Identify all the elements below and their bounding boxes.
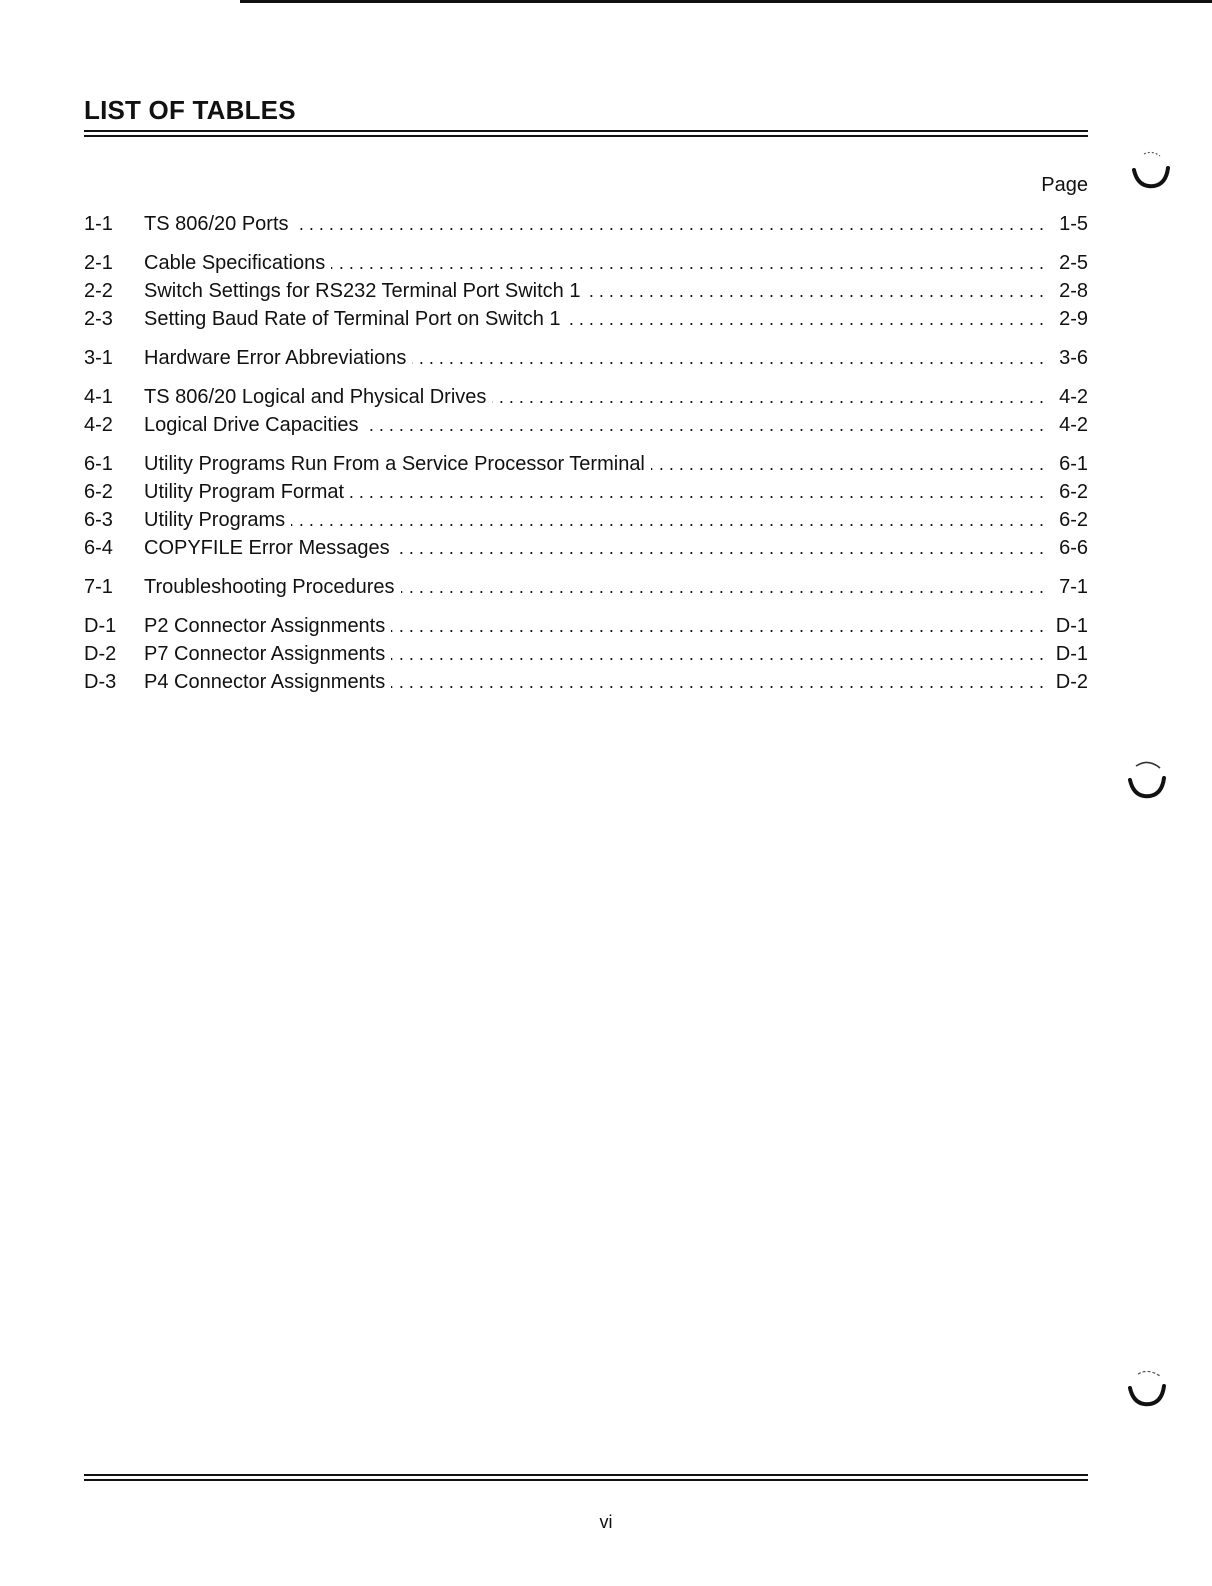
list-of-tables xyxy=(84,210,1088,696)
toc-row[interactable] xyxy=(84,210,1088,238)
table-page-number: 1-5 xyxy=(1059,213,1088,235)
table-title: COPYFILE Error Messages xyxy=(144,537,390,559)
table-title: Utility Programs Run From a Service Processor Terminal xyxy=(144,453,645,475)
table-page-number: 4-2 xyxy=(1059,414,1088,436)
dot-leader xyxy=(567,305,1044,333)
toc-row[interactable] xyxy=(84,573,1088,601)
table-number: 6-1 xyxy=(84,453,113,475)
table-page-number: 6-1 xyxy=(1059,453,1088,475)
table-number: 2-2 xyxy=(84,280,113,302)
dot-leader xyxy=(350,478,1044,506)
table-title: P4 Connector Assignments xyxy=(144,671,386,693)
dot-leader xyxy=(651,450,1044,478)
page-title: LIST OF TABLES xyxy=(84,95,296,125)
table-number: D-1 xyxy=(84,615,117,637)
top-edge-rule xyxy=(240,0,1212,3)
table-page-number: 6-2 xyxy=(1059,509,1088,531)
dot-leader xyxy=(391,668,1044,696)
toc-row[interactable] xyxy=(84,668,1088,696)
table-number: 2-1 xyxy=(84,252,113,274)
table-number: 3-1 xyxy=(84,347,113,369)
binder-hole-icon xyxy=(1126,758,1166,802)
table-title: Hardware Error Abbreviations xyxy=(144,347,407,369)
toc-row[interactable] xyxy=(84,450,1088,478)
table-number: D-3 xyxy=(84,671,117,693)
table-page-number: 2-8 xyxy=(1059,280,1088,302)
table-number: 7-1 xyxy=(84,576,113,598)
footer-double-rule xyxy=(84,1474,1088,1481)
page-column-header: Page xyxy=(1041,174,1088,196)
table-number: 4-2 xyxy=(84,414,113,436)
toc-row[interactable] xyxy=(84,383,1088,411)
table-page-number: D-1 xyxy=(1055,615,1088,637)
table-page-number: 6-6 xyxy=(1059,537,1088,559)
table-title: Switch Settings for RS232 Terminal Port Switch 1 xyxy=(144,280,581,302)
table-page-number: D-1 xyxy=(1055,643,1088,665)
page-folio: vi xyxy=(599,1512,613,1532)
dot-leader xyxy=(365,411,1044,439)
table-number: 1-1 xyxy=(84,213,113,235)
table-title: Cable Specifications xyxy=(144,252,326,274)
table-number: 6-2 xyxy=(84,481,113,503)
table-page-number: D-2 xyxy=(1055,671,1088,693)
dot-leader xyxy=(586,277,1044,305)
table-page-number: 2-5 xyxy=(1059,252,1088,274)
dot-leader xyxy=(291,506,1044,534)
dot-leader xyxy=(295,210,1044,238)
toc-row[interactable] xyxy=(84,305,1088,333)
header-double-rule xyxy=(84,130,1088,137)
table-title: TS 806/20 Ports xyxy=(144,213,289,235)
table-page-number: 2-9 xyxy=(1059,308,1088,330)
binder-hole-icon xyxy=(1126,1366,1166,1410)
toc-row[interactable] xyxy=(84,277,1088,305)
table-number: 4-1 xyxy=(84,386,113,408)
table-title: Troubleshooting Procedures xyxy=(144,576,395,598)
toc-row[interactable] xyxy=(84,411,1088,439)
dot-leader xyxy=(401,573,1044,601)
toc-row[interactable] xyxy=(84,344,1088,372)
toc-row[interactable] xyxy=(84,249,1088,277)
table-number: D-2 xyxy=(84,643,117,665)
table-title: Utility Program Format xyxy=(144,481,345,503)
dot-leader xyxy=(412,344,1044,372)
table-title: Logical Drive Capacities xyxy=(144,414,359,436)
toc-row[interactable] xyxy=(84,640,1088,668)
dot-leader xyxy=(331,249,1044,277)
table-page-number: 6-2 xyxy=(1059,481,1088,503)
toc-row[interactable] xyxy=(84,506,1088,534)
toc-row[interactable] xyxy=(84,612,1088,640)
table-title: Setting Baud Rate of Terminal Port on Switch 1 xyxy=(144,308,561,330)
table-number: 2-3 xyxy=(84,308,113,330)
toc-row[interactable] xyxy=(84,478,1088,506)
table-page-number: 7-1 xyxy=(1059,576,1088,598)
table-title: P7 Connector Assignments xyxy=(144,643,386,665)
table-title: P2 Connector Assignments xyxy=(144,615,386,637)
toc-row[interactable] xyxy=(84,534,1088,562)
binder-hole-icon xyxy=(1130,150,1170,194)
table-title: TS 806/20 Logical and Physical Drives xyxy=(144,386,487,408)
table-title: Utility Programs xyxy=(144,509,286,531)
dot-leader xyxy=(492,383,1044,411)
table-page-number: 4-2 xyxy=(1059,386,1088,408)
dot-leader xyxy=(396,534,1044,562)
table-number: 6-4 xyxy=(84,537,113,559)
table-number: 6-3 xyxy=(84,509,113,531)
dot-leader xyxy=(391,612,1044,640)
table-page-number: 3-6 xyxy=(1059,347,1088,369)
dot-leader xyxy=(391,640,1044,668)
